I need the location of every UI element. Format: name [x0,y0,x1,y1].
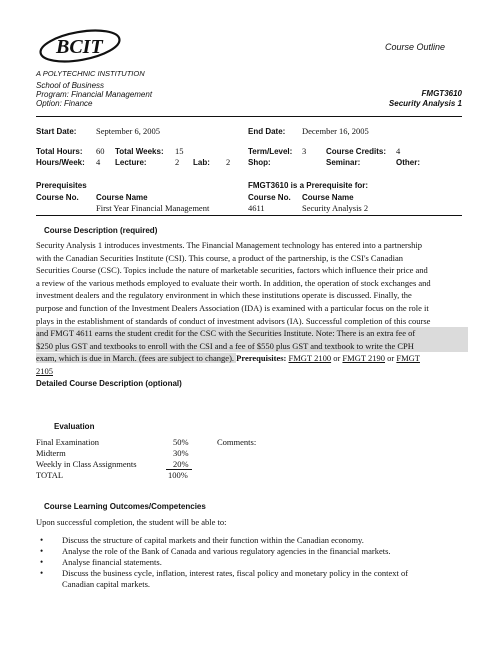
prereq-for-col-course-no: Course No. [248,193,291,202]
bullet-icon: • [40,557,44,567]
doc-type: Course Outline [385,42,446,52]
detailed-description-heading: Detailed Course Description (optional) [36,379,182,388]
description-line: Securities Course (CSC). Topics include the nature of marketable securities, factors which influence their price and [36,265,428,276]
outcomes-intro: Upon successful completion, the student will be able to: [36,517,227,527]
bullet-icon: • [40,568,44,578]
course-credits-label: Course Credits: [326,147,387,156]
end-date-label: End Date: [248,127,286,136]
eval-row-label: Final Examination [36,437,100,447]
program-name: Program: Financial Management [36,90,153,99]
hours-week-value: 4 [96,157,101,167]
description-line: plays in the establishment of standards of conduct of investment advisors (IA). Successful completion of this course [36,315,431,326]
description-line: Security Analysis 1 introduces investments. The Financial Management technology has entered into a partnership [36,240,423,250]
seminar-label: Seminar: [326,158,361,167]
link-fmgt-2100[interactable]: FMGT 2100 [288,353,332,364]
bcit-logo [36,26,128,68]
term-level-label: Term/Level: [248,147,293,156]
course-code: FMGT3610 [421,89,462,98]
header-divider [36,116,462,117]
course-description-body [36,239,468,378]
eval-row-value: 30% [173,448,189,458]
end-date-value: December 16, 2005 [302,126,369,136]
course-description-heading: Course Description (required) [44,226,158,235]
school-name: School of Business [36,81,105,90]
lecture-value: 2 [175,157,180,167]
prereq-for-course-no: 4611 [248,203,265,213]
course-credits-value: 4 [396,146,401,156]
total-hours-value: 60 [96,146,105,156]
prereq-for-course-name: Security Analysis 2 [302,203,369,213]
prereq-inline-label: Prerequisites: [236,353,287,364]
eval-row-value: 20% [173,459,189,469]
total-weeks-label: Total Weeks: [115,147,164,156]
bullet-icon: • [40,535,44,545]
outcome-item-continued: Canadian capital markets. [62,579,151,589]
prerequisite-for-heading: FMGT3610 is a Prerequisite for: [248,181,369,190]
prereq-divider [36,215,462,216]
outcome-item: Analyse financial statements. [62,557,162,567]
link-2105[interactable]: 2105 [36,365,53,376]
start-date-label: Start Date: [36,127,77,136]
shop-label: Shop: [248,158,271,167]
eval-total-value: 100% [168,470,188,480]
outcome-item: Discuss the structure of capital markets and their function within the Canadian economy. [62,535,364,545]
outcome-item: Discuss the business cycle, inflation, interest rates, fiscal policy and monetary policy in the context of [62,568,409,578]
evaluation-heading: Evaluation [54,422,95,431]
prereq-col-course-name: Course Name [96,193,148,202]
total-hours-label: Total Hours: [36,147,83,156]
logo-text: BCIT [56,36,103,58]
prereq-course-name: First Year Financial Management [96,203,210,213]
lecture-label: Lecture: [115,158,147,167]
eval-row-label: Midterm [36,448,66,458]
eval-row-value: 50% [173,437,189,447]
start-date-value: September 6, 2005 [96,126,160,136]
link-fmgt-2190[interactable]: FMGT 2190 [342,353,386,364]
bullet-icon: • [40,546,44,556]
description-line-prereqs: exam, which is due in March. (fees are subject to change). Prerequisites: FMGT 2100 or FMGT 2190 or FMGT [36,353,420,364]
lab-value: 2 [226,157,231,167]
course-title: Security Analysis 1 [388,99,462,108]
outcomes-heading: Course Learning Outcomes/Competencies [44,502,206,511]
eval-total-label: TOTAL [36,470,64,480]
tagline: A POLYTECHNIC INSTITUTION [36,69,145,78]
prerequisites-heading: Prerequisites [36,181,87,190]
term-level-value: 3 [302,146,307,156]
description-line-highlighted: $250 plus GST and textbooks to enroll with the CSI and a fee of $550 plus GST and textbook to write the CPH [36,340,468,353]
eval-row-label: Weekly in Class Assignments [36,459,137,469]
link-fmgt[interactable]: FMGT [396,353,420,364]
prereq-for-col-course-name: Course Name [302,193,354,202]
description-line: with the Canadian Securities Institute (CSI). This course, a product of the partnership, is the CSI's Canadian [36,252,404,263]
other-label: Other: [396,158,420,167]
comments-label: Comments: [217,437,257,447]
total-weeks-value: 15 [175,146,184,156]
bcit-logo-graphic [36,26,128,68]
description-line: a review of the various methods employed to evaluate their worth. In addition, the operation of stock exchanges and [36,277,431,288]
description-line: investment dealers and the regulatory environment in which these institutions operate is discussed. Finally, the [36,290,412,301]
description-line-highlighted: and FMGT 4611 earns the student credit for the CSC with the Securities Institute. Note: There is an extra fee of [36,327,468,340]
description-line: purpose and function of the Investment Dealers Association (IDA) is examined with a particular focus on the role it [36,302,429,313]
lab-label: Lab: [193,158,210,167]
outcome-item: Analyse the role of the Bank of Canada and various regulatory agencies in the financial markets. [62,546,391,556]
prereq-col-course-no: Course No. [36,193,79,202]
hours-week-label: Hours/Week: [36,158,85,167]
option-name: Option: Finance [36,99,93,108]
